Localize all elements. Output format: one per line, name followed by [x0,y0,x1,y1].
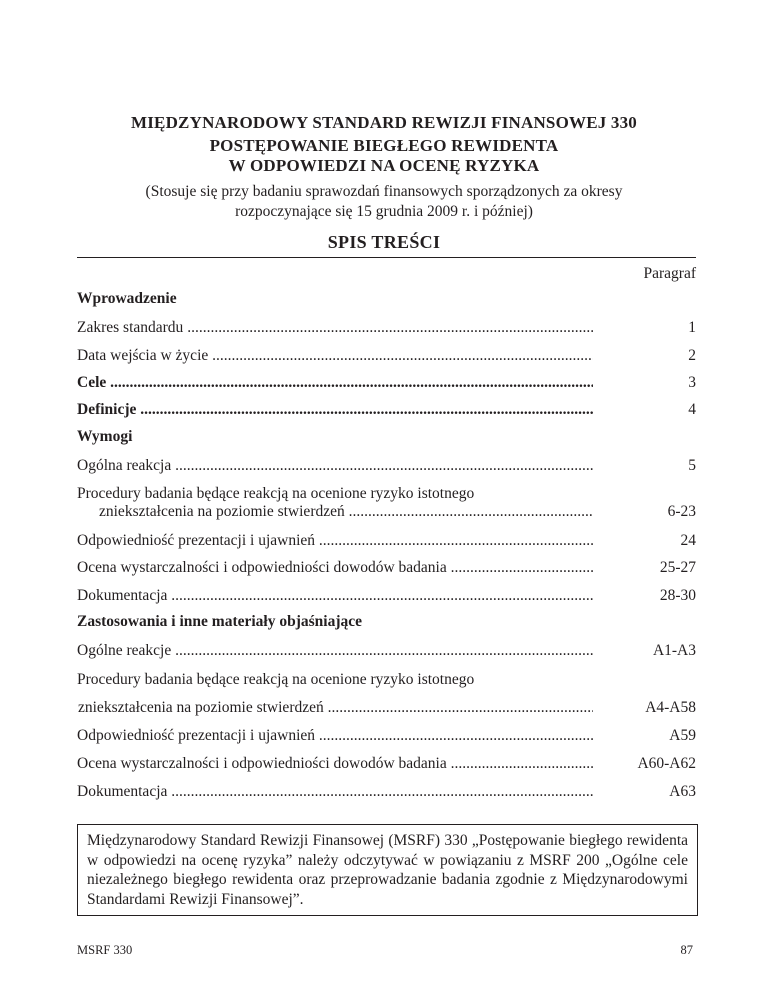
standard-subtitle-line2: W ODPOWIEDZI NA OCENĘ RYZYKA [228,156,540,175]
toc-entry-label: zniekształcenia na poziomie stwierdzeń ..... [99,503,593,520]
toc-entry-paragraph: A63 [669,783,696,800]
reading-note-text: Międzynarodowy Standard Rewizji Finansowej (MSRF) 330 „Postępowanie biegłego rewidenta w odpowiedzi na ocenę ryzyka” należy odczytywać w powiązaniu z MSRF 200 „Ogólne cele niezależnego biegłego rewidenta oraz przeprowadzanie badania zgodnie z Międzynarodowymi Standardami Rewizji Finansowej”. [87,832,688,908]
toc-entry-paragraph: 28-30 [659,587,696,604]
toc-entry-paragraph: A1-A3 [652,642,696,659]
toc-entry[interactable] [77,400,593,419]
page-number: 87 [680,943,693,957]
toc-entry-paragraph: 24 [680,532,696,549]
toc-entry-label: Odpowiedniość prezentacji i ujawnień ..... [77,727,593,744]
toc-entry[interactable] [77,373,593,392]
toc-entry-paragraph: 25-27 [659,559,696,576]
toc-entry[interactable] [77,346,593,365]
toc-section-heading: Zastosowania i inne materiały objaśniające [77,613,363,630]
reading-note-box [77,824,698,916]
toc-title: SPIS TREŚCI [327,232,441,252]
applicability-note-line2: rozpoczynające się 15 grudnia 2009 r. i później) [235,203,533,220]
toc-entry-label: Ogólna reakcja ..... [77,457,593,474]
toc-entry-paragraph: 1 [688,319,696,336]
toc-entry-label: Cele ..... [77,374,593,391]
toc-entry-paragraph: A60-A62 [637,755,696,772]
toc-entry-paragraph: A59 [669,727,696,744]
toc-entry-label-line1: Procedury badania będące reakcją na ocenione ryzyko istotnego [77,485,475,502]
standard-title: MIĘDZYNARODOWY STANDARD REWIZJI FINANSOWEJ 330 [130,113,638,132]
toc-entry-paragraph: 5 [688,457,696,474]
toc-section-heading: Wymogi [77,428,133,445]
toc-entry-label: Ocena wystarczalności i odpowiedniości dowodów badania ..... [77,755,593,772]
toc-entry[interactable] [77,782,593,801]
toc-entry[interactable] [77,456,593,475]
toc-entry-label: zniekształcenia na poziomie stwierdzeń ..... [78,699,593,716]
toc-entry[interactable] [77,558,593,577]
toc-entry-label: Dokumentacja ..... [77,783,593,800]
toc-entry-label: Zakres standardu ..... [77,319,593,336]
toc-entry-label: Data wejścia w życie ..... [77,347,593,364]
paragraph-column-label: Paragraf [643,265,696,282]
toc-entry-label-line1: Procedury badania będące reakcją na ocenione ryzyko istotnego [77,671,475,688]
toc-entry-label: Odpowiedniość prezentacji i ujawnień ..... [77,532,593,549]
toc-entry-label: Ogólne reakcje ..... [77,642,593,659]
toc-entry[interactable] [77,754,593,773]
toc-entry-label: Ocena wystarczalności i odpowiedniości dowodów badania ..... [77,559,593,576]
toc-entry-paragraph: 4 [688,401,696,418]
toc-entry-paragraph: 2 [688,347,696,364]
toc-entry-label: Dokumentacja ..... [77,587,593,604]
toc-entry-paragraph: A4-A58 [645,699,696,716]
toc-divider [77,257,696,258]
standard-subtitle-line1: POSTĘPOWANIE BIEGŁEGO REWIDENTA [209,136,559,155]
toc-entry[interactable] [77,531,593,550]
toc-entry[interactable] [77,586,593,605]
footer-standard-label: MSRF 330 [77,943,133,957]
toc-entry[interactable] [99,502,593,521]
toc-entry[interactable] [77,318,593,337]
toc-entry[interactable] [78,698,593,717]
toc-entry-label: Definicje ..... [77,401,593,418]
toc-entry-paragraph: 3 [688,374,696,391]
toc-entry[interactable] [77,726,593,745]
toc-section-heading: Wprowadzenie [77,290,177,307]
applicability-note-line1: (Stosuje się przy badaniu sprawozdań finansowych sporządzonych za okresy [145,183,623,200]
toc-entry-paragraph: 6-23 [667,503,696,520]
toc-entry[interactable] [77,641,593,660]
